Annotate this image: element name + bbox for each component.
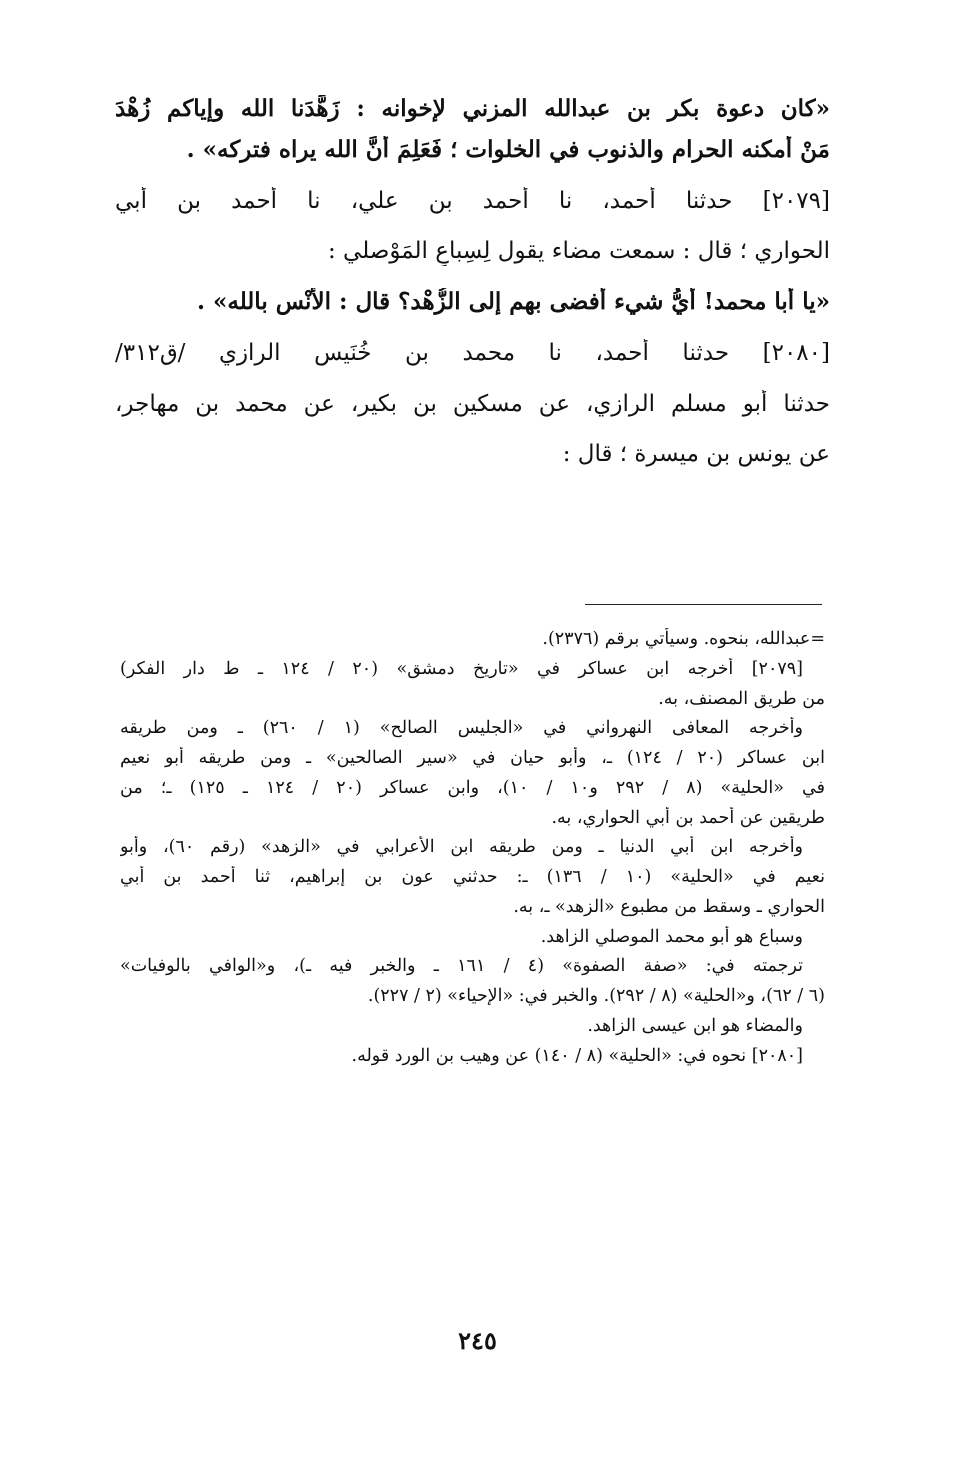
main-line-5: «يا أبا محمد! أيُّ شيء أفضى بهم إلى الزُّهْد؟ قال : الأُنْس بالله» . [196,288,830,315]
main-text [115,95,830,469]
footnote-line-12: ترجمته في: «صفة الصفوة» (٤ / ١٦١ ـ والخبر فيه ـ)، و«الوافي بالوفيات» [120,956,803,977]
main-line-1: «كان دعوة بكر بن عبدالله المزني لإخوانه : زَهَّدَنا الله وإياكم زُهْدَ [115,95,830,122]
footnote-line-14: والمضاء هو ابن عيسى الزاهد. [587,1015,803,1036]
footnote-line-13: (٦ / ٦٢)، و«الحلية» (٨ / ٢٩٢). والخبر في: «الإحياء» (٢ / ٢٢٧). [367,986,825,1006]
main-line-8: عن يونس بن ميسرة ؛ قال : [562,441,830,468]
footnote-line-1: =عبدالله، بنحوه. وسيأتي برقم (٢٣٧٦). [542,629,825,649]
footnote-line-10: الحواري ـ وسقط من مطبوع «الزهد» ـ، به. [513,896,825,917]
page-number: ٢٤٥ [458,1326,497,1355]
footnote-line-9: نعيم في «الحلية» (١٠ / ١٣٦) ـ: حدثني عون بن إبراهيم، ثنا أحمد بن أبي [120,867,825,887]
main-line-2: مَنْ أمكنه الحرام والذنوب في الخلوات ؛ فَعَلِمَ أنَّ الله يراه فتركه» . [186,135,830,163]
footnote-line-8: وأخرجه ابن أبي الدنيا ـ ومن طريقه ابن الأعرابي في «الزهد» (رقم ٦٠)، وأبو [120,837,804,858]
footnote-line-3: من طريق المصنف، به. [658,688,825,709]
footnotes [120,628,825,1074]
footnote-line-7: طريقين عن أحمد بن أبي الحواري، به. [551,807,825,828]
footnote-line-4: وأخرجه المعافى النهرواني في «الجليس الصالح» (١ / ٢٦٠) ـ ومن طريقه [120,718,803,739]
footnote-divider [585,604,822,605]
footnote-line-11: وسباع هو أبو محمد الموصلي الزاهد. [540,926,803,947]
main-line-7: حدثنا أبو مسلم الرازي، عن مسكين بن بكير، عن محمد بن مهاجر، [115,390,830,417]
footnote-line-6: في «الحلية» (٨ / ٢٩٢ و١٠ / ١٠)، وابن عساكر (٢٠ / ١٢٤ ـ ١٢٥) ـ؛ من [120,777,825,798]
footnote-line-15: [٢٠٨٠] نحوه في: «الحلية» (٨ / ١٤٠) عن وهيب بن الورد قوله. [351,1045,803,1066]
footnote-line-2: [٢٠٧٩] أخرجه ابن عساكر في «تاريخ دمشق» (٢٠ / ١٢٤ ـ ط دار الفكر) [120,658,803,679]
main-line-4: الحواري ؛ قال : سمعت مضاء يقول لِسِباعٍ المَوْصلي : [327,238,830,265]
main-line-6: [٢٠٨٠] حدثنا أحمد، نا محمد بن خُنَيس الرازي /ق٣١٢/ [115,339,830,366]
footnote-line-5: ابن عساكر (٢٠ / ١٢٤) ـ، وأبو حيان في «سير الصالحين» ـ ومن طريقه أبو نعيم [120,748,825,768]
main-line-3: [٢٠٧٩] حدثنا أحمد، نا أحمد بن علي، نا أحمد بن أبي [115,187,830,214]
